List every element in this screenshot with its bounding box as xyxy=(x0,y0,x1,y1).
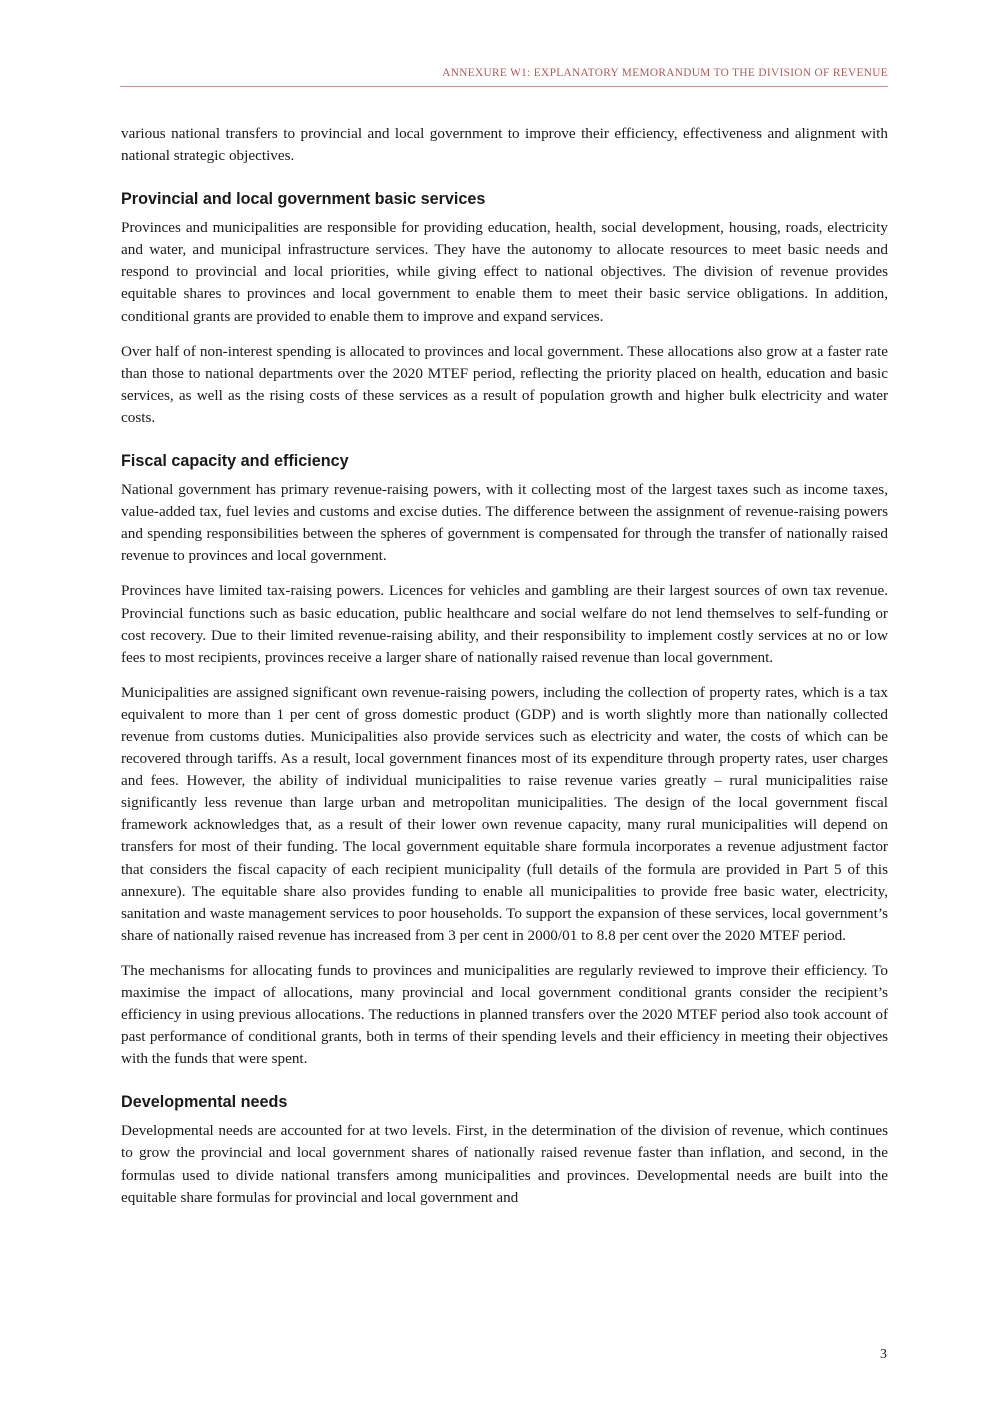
basic-services-paragraph-1: Provinces and municipalities are responsible for providing education, health, social development, housing, roads, electricity and water, and municipal infrastructure services. They have the autonomy to allocate resources to meet basic needs and respond to provincial and local priorities, while giving effect to national objectives. The division of revenue provides equitable shares to provinces and local government to enable them to meet their basic service obligations. In addition, conditional grants are provided to enable them to improve and expand services. xyxy=(121,219,888,325)
intro-paragraph: various national transfers to provincial and local government to improve their efficiency, effectiveness and alignment with national strategic objectives. xyxy=(121,125,888,165)
section-heading-basic-services: Provincial and local government basic services xyxy=(121,190,486,209)
document-body xyxy=(121,123,888,1222)
page-number: 3 xyxy=(880,1347,887,1362)
section-heading-developmental-needs: Developmental needs xyxy=(121,1093,288,1112)
header-divider xyxy=(120,86,888,87)
fiscal-capacity-paragraph-1: National government has primary revenue-raising powers, with it collecting most of the largest taxes such as income taxes, value-added tax, fuel levies and customs and excise duties. The difference between the assignment of revenue-raising powers and spending responsibilities between the spheres of government is compensated for through the transfer of nationally raised revenue to provinces and local government. xyxy=(121,481,888,565)
running-header: ANNEXURE W1: EXPLANATORY MEMORANDUM TO THE DIVISION OF REVENUE xyxy=(442,67,888,79)
fiscal-capacity-paragraph-2: Provinces have limited tax-raising powers. Licences for vehicles and gambling are their largest sources of own tax revenue. Provincial functions such as basic education, public healthcare and social welfare do not lend themselves to self-funding or cost recovery. Due to their limited revenue-raising ability, and their responsibility to implement costly services at no or low fees to most recipients, provinces receive a larger share of nationally raised revenue than local government. xyxy=(121,582,888,666)
fiscal-capacity-paragraph-3: Municipalities are assigned significant own revenue-raising powers, including the collection of property rates, which is a tax equivalent to more than 1 per cent of gross domestic product (GDP) and is worth slightly more than nationally collected revenue from customs duties. Municipalities also provide services such as electricity and water, the costs of which can be recovered through tariffs. As a result, local government finances most of its expenditure through property rates, user charges and fees. However, the ability of individual municipalities to raise revenue varies greatly – rural municipalities raise significantly less revenue than large urban and metropolitan municipalities. The design of the local government fiscal framework acknowledges that, as a result of their lower own revenue capacity, many rural municipalities will depend on transfers for most of their funding. The local government equitable share formula incorporates a revenue adjustment factor that considers the fiscal capacity of each recipient municipality (full details of the formula are provided in Part 5 of this annexure). The equitable share also provides funding to enable all municipalities to provide free basic water, electricity, sanitation and waste management services to poor households. To support the expansion of these services, local government’s share of nationally raised revenue has increased from 3 per cent in 2000/01 to 8.8 per cent over the 2020 MTEF period. xyxy=(121,683,888,944)
section-heading-fiscal-capacity: Fiscal capacity and efficiency xyxy=(121,452,349,471)
fiscal-capacity-paragraph-4: The mechanisms for allocating funds to provinces and municipalities are regularly reviewed to improve their efficiency. To maximise the impact of allocations, many provincial and local government conditional grants consider the recipient’s efficiency in using previous allocations. The reductions in planned transfers over the 2020 MTEF period also took account of past performance of conditional grants, both in terms of their spending levels and their efficiency in meeting their objectives with the funds that were spent. xyxy=(121,961,888,1068)
basic-services-paragraph-2: Over half of non-interest spending is allocated to provinces and local government. These allocations also grow at a faster rate than those to national departments over the 2020 MTEF period, reflecting the priority placed on health, education and basic services, as well as the rising costs of these services as a result of population growth and higher bulk electricity and water costs. xyxy=(121,342,888,426)
developmental-needs-paragraph-1: Developmental needs are accounted for at two levels. First, in the determination of the division of revenue, which continues to grow the provincial and local government shares of nationally raised revenue faster than inflation, and second, in the formulas used to divide national transfers among municipalities and provinces. Developmental needs are built into the equitable share formulas for provincial and local government and xyxy=(121,1122,888,1206)
